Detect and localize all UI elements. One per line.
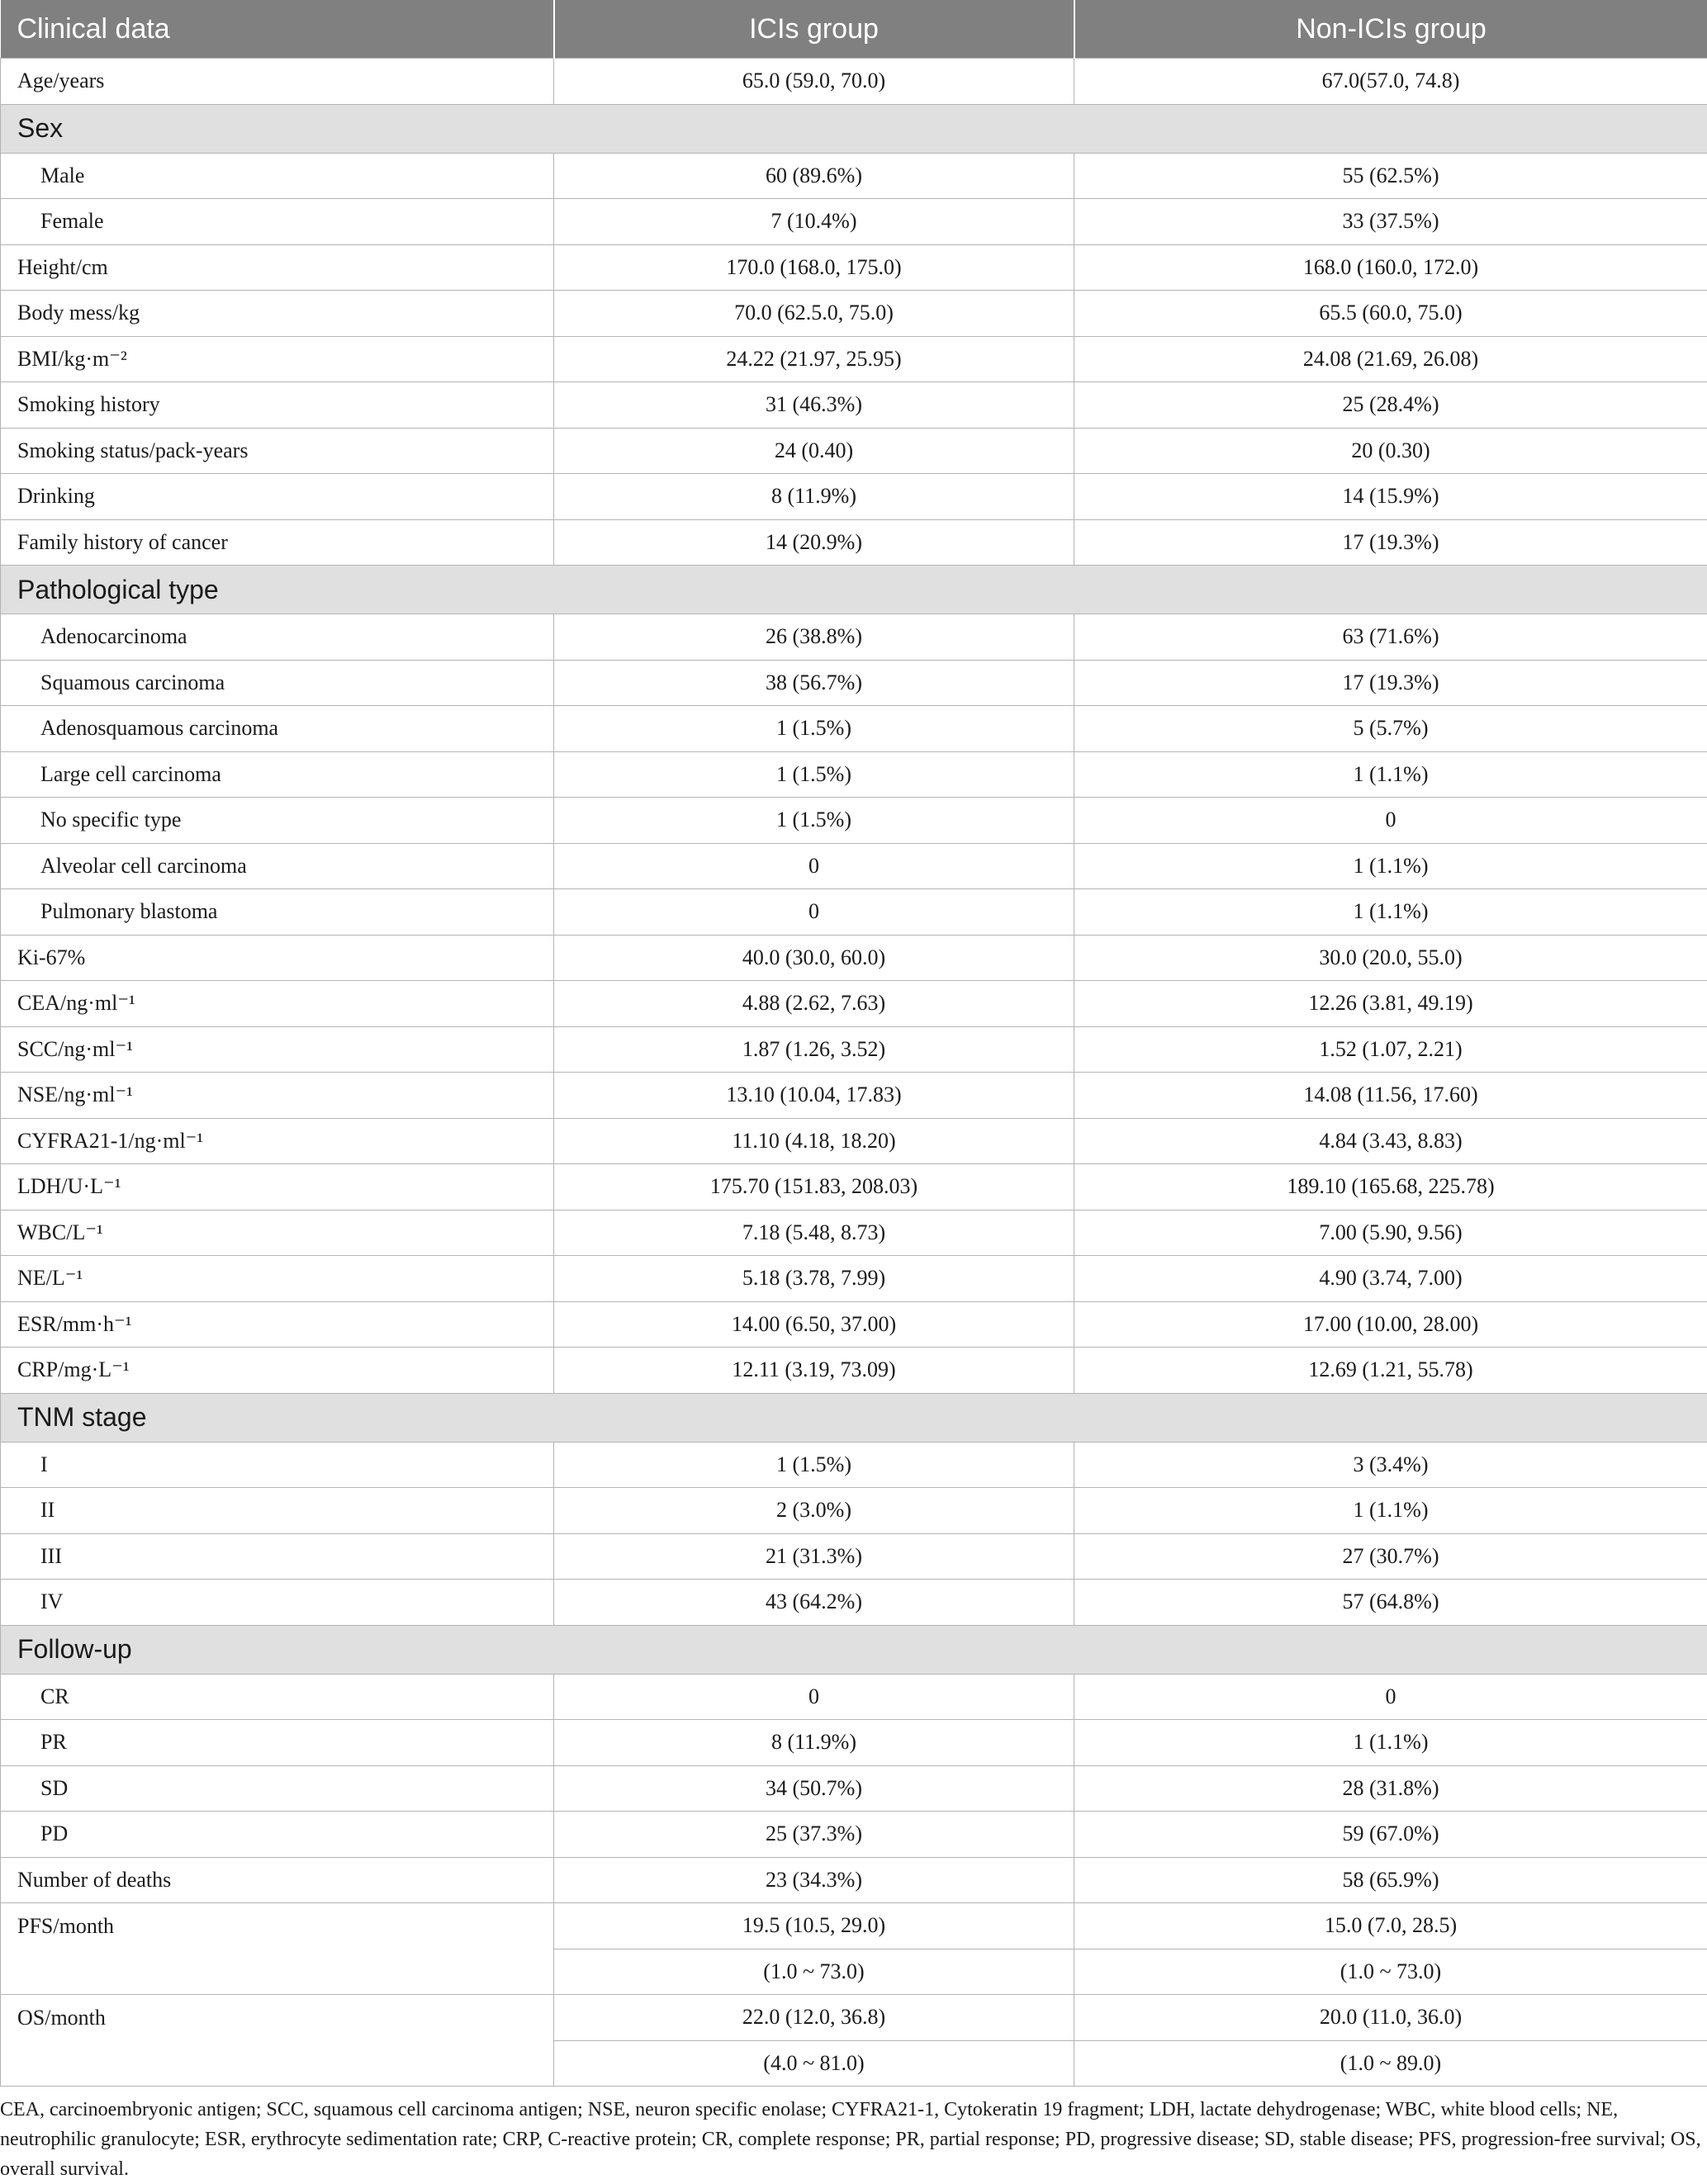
table-row (1, 843, 1707, 889)
table-row (1, 1812, 1707, 1858)
section-row (1, 566, 1707, 614)
table-row (1, 1073, 1707, 1119)
table-row (1, 1442, 1707, 1488)
icis-value: 1.87 (1.26, 3.52) (554, 1026, 1074, 1073)
table-row (1, 1118, 1707, 1164)
table-row (1, 1857, 1707, 1903)
non-icis-value: 12.69 (1.21, 55.78) (1074, 1348, 1707, 1394)
icis-value: 1 (1.5%) (554, 1442, 1074, 1488)
row-label: I (1, 1442, 554, 1488)
icis-value: 22.0 (12.0, 36.8) (554, 1995, 1074, 2041)
non-icis-value: 67.0(57.0, 74.8) (1074, 59, 1707, 105)
icis-value: 24 (0.40) (554, 428, 1074, 474)
row-label: No specific type (1, 798, 554, 844)
icis-value: 40.0 (30.0, 60.0) (554, 935, 1074, 981)
table-row (1, 981, 1707, 1027)
icis-value: 31 (46.3%) (554, 382, 1074, 429)
table-row (1, 706, 1707, 752)
row-label: ESR/mm·h⁻¹ (1, 1301, 554, 1348)
non-icis-value: 189.10 (165.68, 225.78) (1074, 1164, 1707, 1210)
icis-value: 43 (64.2%) (554, 1580, 1074, 1626)
icis-value: 2 (3.0%) (554, 1488, 1074, 1534)
icis-value: 13.10 (10.04, 17.83) (554, 1073, 1074, 1119)
icis-value: 7.18 (5.48, 8.73) (554, 1210, 1074, 1256)
section-label: Follow-up (1, 1625, 1707, 1674)
table-row (1, 474, 1707, 520)
non-icis-value: 12.26 (3.81, 49.19) (1074, 981, 1707, 1027)
table-row (1, 1674, 1707, 1720)
icis-value: (4.0 ~ 81.0) (554, 2040, 1074, 2087)
table-row (1, 2040, 1707, 2087)
table-row (1, 1949, 1707, 1995)
row-label: PR (1, 1720, 554, 1766)
icis-value: 170.0 (168.0, 175.0) (554, 244, 1074, 291)
header-icis-group: ICIs group (554, 0, 1074, 59)
row-label: CYFRA21-1/ng·ml⁻¹ (1, 1118, 554, 1164)
table-row (1, 59, 1707, 105)
row-label (1, 2040, 554, 2087)
icis-value: 8 (11.9%) (554, 474, 1074, 520)
row-label: CR (1, 1674, 554, 1720)
icis-value: 60 (89.6%) (554, 153, 1074, 199)
table-row (1, 153, 1707, 199)
icis-value: 14.00 (6.50, 37.00) (554, 1301, 1074, 1348)
non-icis-value: 63 (71.6%) (1074, 614, 1707, 661)
table-row (1, 1210, 1707, 1256)
non-icis-value: 17.00 (10.00, 28.00) (1074, 1301, 1707, 1348)
row-label: LDH/U·L⁻¹ (1, 1164, 554, 1210)
non-icis-value: 20 (0.30) (1074, 428, 1707, 474)
row-label: Adenocarcinoma (1, 614, 554, 661)
non-icis-value: 7.00 (5.90, 9.56) (1074, 1210, 1707, 1256)
header-clinical-data: Clinical data (1, 0, 554, 59)
icis-value: 23 (34.3%) (554, 1857, 1074, 1903)
row-label: IV (1, 1580, 554, 1626)
icis-value: 25 (37.3%) (554, 1812, 1074, 1858)
row-label: Pulmonary blastoma (1, 889, 554, 936)
row-label: PD (1, 1812, 554, 1858)
non-icis-value: 1 (1.1%) (1074, 1720, 1707, 1766)
table-row (1, 614, 1707, 661)
row-label: OS/month (1, 1995, 554, 2041)
table-row (1, 428, 1707, 474)
row-label: Smoking history (1, 382, 554, 429)
table-row (1, 291, 1707, 337)
table-row (1, 519, 1707, 566)
icis-value: 0 (554, 843, 1074, 889)
table-row (1, 1580, 1707, 1626)
non-icis-value: 57 (64.8%) (1074, 1580, 1707, 1626)
non-icis-value: 33 (37.5%) (1074, 199, 1707, 245)
section-row (1, 104, 1707, 153)
non-icis-value: 1 (1.1%) (1074, 889, 1707, 936)
table-row (1, 1488, 1707, 1534)
icis-value: 175.70 (151.83, 208.03) (554, 1164, 1074, 1210)
section-row (1, 1625, 1707, 1674)
non-icis-value: 168.0 (160.0, 172.0) (1074, 244, 1707, 291)
non-icis-value: 0 (1074, 798, 1707, 844)
row-label: Drinking (1, 474, 554, 520)
table-row (1, 1533, 1707, 1580)
row-label: NE/L⁻¹ (1, 1256, 554, 1302)
non-icis-value: 3 (3.4%) (1074, 1442, 1707, 1488)
non-icis-value: 30.0 (20.0, 55.0) (1074, 935, 1707, 981)
non-icis-value: 15.0 (7.0, 28.5) (1074, 1903, 1707, 1949)
icis-value: 38 (56.7%) (554, 660, 1074, 706)
table-row (1, 935, 1707, 981)
row-label: Alveolar cell carcinoma (1, 843, 554, 889)
row-label: PFS/month (1, 1903, 554, 1949)
row-label: Age/years (1, 59, 554, 105)
row-label: Large cell carcinoma (1, 751, 554, 798)
non-icis-value: 55 (62.5%) (1074, 153, 1707, 199)
table-row (1, 199, 1707, 245)
table-row (1, 1765, 1707, 1812)
non-icis-value: 1 (1.1%) (1074, 751, 1707, 798)
row-label: III (1, 1533, 554, 1580)
icis-value: 1 (1.5%) (554, 798, 1074, 844)
non-icis-value: 27 (30.7%) (1074, 1533, 1707, 1580)
non-icis-value: 4.90 (3.74, 7.00) (1074, 1256, 1707, 1302)
icis-value: 70.0 (62.5.0, 75.0) (554, 291, 1074, 337)
non-icis-value: 4.84 (3.43, 8.83) (1074, 1118, 1707, 1164)
table-row (1, 751, 1707, 798)
non-icis-value: 0 (1074, 1674, 1707, 1720)
section-label: Pathological type (1, 566, 1707, 614)
table-row (1, 244, 1707, 291)
table-row (1, 1903, 1707, 1949)
table-row (1, 1301, 1707, 1348)
row-label: Height/cm (1, 244, 554, 291)
icis-value: (1.0 ~ 73.0) (554, 1949, 1074, 1995)
table-row (1, 798, 1707, 844)
row-label: Adenosquamous carcinoma (1, 706, 554, 752)
non-icis-value: 65.5 (60.0, 75.0) (1074, 291, 1707, 337)
non-icis-value: 1 (1.1%) (1074, 1488, 1707, 1534)
non-icis-value: 20.0 (11.0, 36.0) (1074, 1995, 1707, 2041)
row-label: Ki-67% (1, 935, 554, 981)
icis-value: 5.18 (3.78, 7.99) (554, 1256, 1074, 1302)
non-icis-value: 28 (31.8%) (1074, 1765, 1707, 1812)
non-icis-value: 25 (28.4%) (1074, 382, 1707, 429)
icis-value: 21 (31.3%) (554, 1533, 1074, 1580)
non-icis-value: 1.52 (1.07, 2.21) (1074, 1026, 1707, 1073)
row-label: Male (1, 153, 554, 199)
row-label: BMI/kg·m⁻² (1, 336, 554, 382)
table-row (1, 889, 1707, 936)
icis-value: 14 (20.9%) (554, 519, 1074, 566)
icis-value: 0 (554, 1674, 1074, 1720)
row-label: SCC/ng·ml⁻¹ (1, 1026, 554, 1073)
row-label (1, 1949, 554, 1995)
table-row (1, 1348, 1707, 1394)
section-label: TNM stage (1, 1393, 1707, 1442)
non-icis-value: (1.0 ~ 73.0) (1074, 1949, 1707, 1995)
table-row (1, 1256, 1707, 1302)
icis-value: 1 (1.5%) (554, 751, 1074, 798)
non-icis-value: 1 (1.1%) (1074, 843, 1707, 889)
non-icis-value: 14 (15.9%) (1074, 474, 1707, 520)
table-row (1, 1026, 1707, 1073)
table-header-row (1, 0, 1707, 59)
table-footnote: CEA, carcinoembryonic antigen; SCC, squamous cell carcinoma antigen; NSE, neuron specific enolase; CYFRA21-1, Cytokeratin 19 fragment; LDH, lactate dehydrogenase; WBC, white blood cells; NE, neutrophilic granulocyte; ESR, erythrocyte sedimentation rate; CRP, C-reactive protein; CR, complete response; PR, partial response; PD, progressive disease; SD, stable disease; PFS, progression-free survival; OS, overall survival. (0, 2087, 1707, 2184)
table-row (1, 660, 1707, 706)
non-icis-value: 24.08 (21.69, 26.08) (1074, 336, 1707, 382)
icis-value: 26 (38.8%) (554, 614, 1074, 661)
non-icis-value: (1.0 ~ 89.0) (1074, 2040, 1707, 2087)
icis-value: 24.22 (21.97, 25.95) (554, 336, 1074, 382)
icis-value: 19.5 (10.5, 29.0) (554, 1903, 1074, 1949)
row-label: SD (1, 1765, 554, 1812)
non-icis-value: 14.08 (11.56, 17.60) (1074, 1073, 1707, 1119)
table-row (1, 336, 1707, 382)
row-label: Smoking status/pack-years (1, 428, 554, 474)
row-label: WBC/L⁻¹ (1, 1210, 554, 1256)
icis-value: 65.0 (59.0, 70.0) (554, 59, 1074, 105)
row-label: Squamous carcinoma (1, 660, 554, 706)
icis-value: 0 (554, 889, 1074, 936)
icis-value: 34 (50.7%) (554, 1765, 1074, 1812)
icis-value: 12.11 (3.19, 73.09) (554, 1348, 1074, 1394)
icis-value: 7 (10.4%) (554, 199, 1074, 245)
icis-value: 11.10 (4.18, 18.20) (554, 1118, 1074, 1164)
row-label: Female (1, 199, 554, 245)
row-label: II (1, 1488, 554, 1534)
non-icis-value: 58 (65.9%) (1074, 1857, 1707, 1903)
non-icis-value: 17 (19.3%) (1074, 519, 1707, 566)
row-label: CRP/mg·L⁻¹ (1, 1348, 554, 1394)
icis-value: 8 (11.9%) (554, 1720, 1074, 1766)
icis-value: 4.88 (2.62, 7.63) (554, 981, 1074, 1027)
table-row (1, 1995, 1707, 2041)
non-icis-value: 59 (67.0%) (1074, 1812, 1707, 1858)
header-non-icis-group: Non-ICIs group (1074, 0, 1707, 59)
table-row (1, 1720, 1707, 1766)
table-row (1, 1164, 1707, 1210)
non-icis-value: 17 (19.3%) (1074, 660, 1707, 706)
row-label: CEA/ng·ml⁻¹ (1, 981, 554, 1027)
row-label: NSE/ng·ml⁻¹ (1, 1073, 554, 1119)
row-label: Number of deaths (1, 1857, 554, 1903)
row-label: Family history of cancer (1, 519, 554, 566)
row-label: Body mess/kg (1, 291, 554, 337)
non-icis-value: 5 (5.7%) (1074, 706, 1707, 752)
table-body (1, 59, 1707, 2087)
icis-value: 1 (1.5%) (554, 706, 1074, 752)
table-row (1, 382, 1707, 429)
section-label: Sex (1, 104, 1707, 153)
section-row (1, 1393, 1707, 1442)
